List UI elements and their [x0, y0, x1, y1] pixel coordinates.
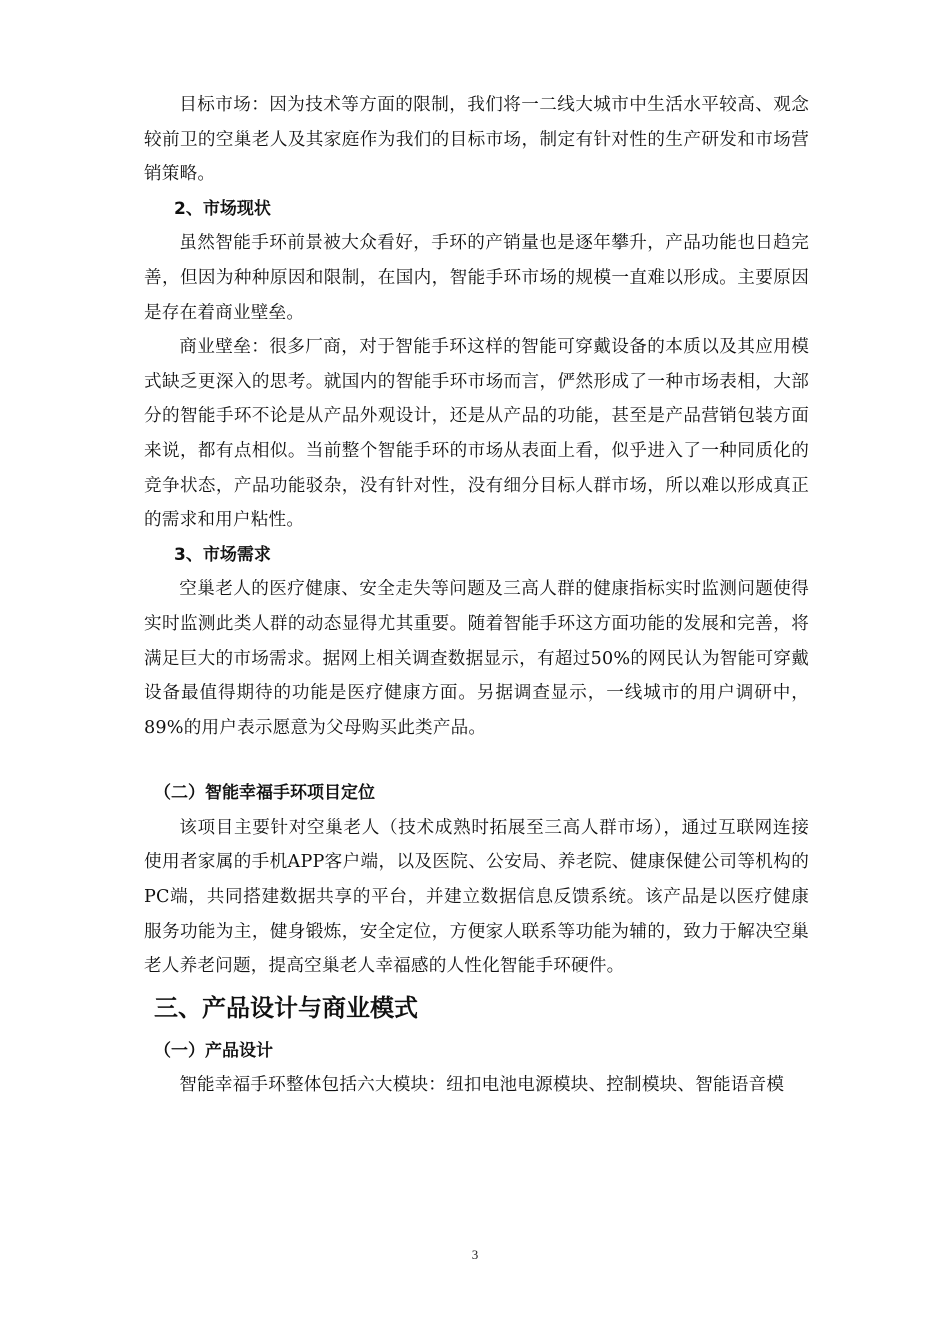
heading-product-design: （一）产品设计 [154, 1040, 273, 1061]
paragraph-project-positioning: 该项目主要针对空巢老人（技术成熟时拓展至三高人群市场），通过互联网连接使用者家属的手机APP客户端，以及医院、公安局、养老院、健康保健公司等机构的PC端，共同搭建数据共享的平台，并建立数据信息反馈系统。该产品是以医疗健康服务功能为主，健身锻炼，安全定位，方便家人联系等功能为辅的，致力于解决空巢老人养老问题，提高空巢老人幸福感的人性化智能手环硬件。 [144, 817, 809, 977]
heading-product-design-business-model: 三、产品设计与商业模式 [154, 993, 418, 1022]
document-body [144, 88, 809, 1103]
spacer [144, 745, 809, 776]
heading-market-status: 2、市场现状 [174, 198, 271, 219]
paragraph-market-status: 虽然智能手环前景被大众看好，手环的产销量也是逐年攀升，产品功能也日趋完善，但因为种种原因和限制，在国内，智能手环市场的规模一直难以形成。主要原因是存在着商业壁垒。 [144, 233, 809, 323]
paragraph-market-demand: 空巢老人的医疗健康、安全走失等问题及三高人群的健康指标实时监测问题使得实时监测此类人群的动态显得尤其重要。随着智能手环这方面功能的发展和完善，将满足巨大的市场需求。据网上相关调查数据显示，有超过50%的网民认为智能可穿戴设备最值得期待的功能是医疗健康方面。另据调查显示，一线城市的用户调研中，89%的用户表示愿意为父母购买此类产品。 [144, 579, 809, 738]
paragraph-business-barrier: 商业壁垒：很多厂商，对于智能手环这样的智能可穿戴设备的本质以及其应用模式缺乏更深入的思考。就国内的智能手环市场而言，俨然形成了一种市场表相，大部分的智能手环不论是从产品外观设计，还是从产品的功能，甚至是产品营销包装方面来说，都有点相似。当前整个智能手环的市场从表面上看，似乎进入了一种同质化的竞争状态，产品功能驳杂，没有针对性，没有细分目标人群市场，所以难以形成真正的需求和用户粘性。 [144, 337, 809, 531]
paragraph-target-market: 目标市场：因为技术等方面的限制，我们将一二线大城市中生活水平较高、观念较前卫的空巢老人及其家庭作为我们的目标市场，制定有针对性的生产研发和市场营销策略。 [144, 95, 809, 185]
page-number: 3 [471, 1247, 479, 1262]
heading-project-positioning: （二）智能幸福手环项目定位 [154, 783, 375, 804]
heading-market-demand: 3、市场需求 [174, 544, 271, 565]
paragraph-product-design: 智能幸福手环整体包括六大模块：纽扣电池电源模块、控制模块、智能语音模 [179, 1075, 785, 1096]
